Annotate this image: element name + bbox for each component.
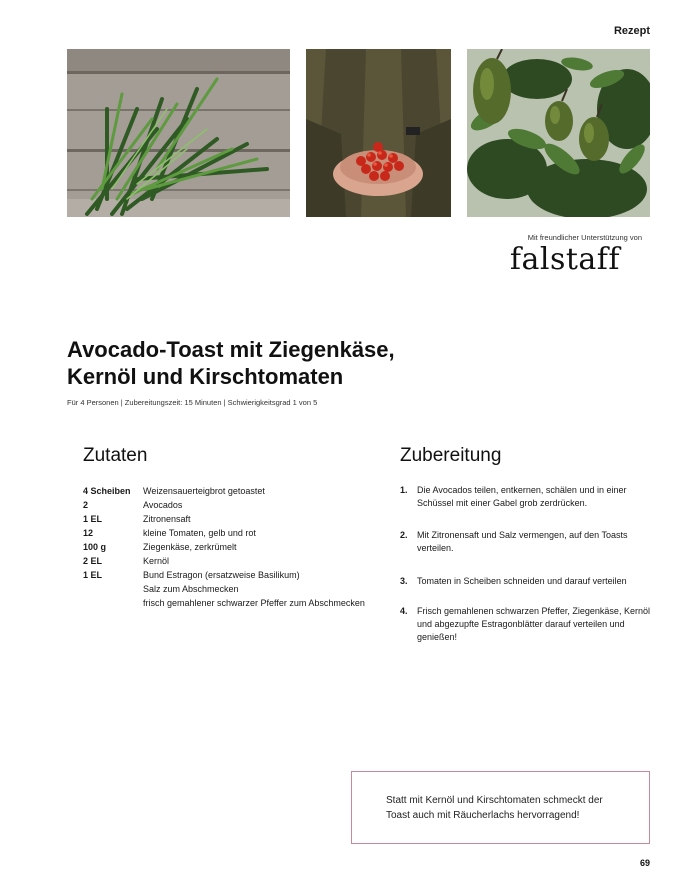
ingredient-row xyxy=(83,554,393,568)
step-number: 4. xyxy=(400,606,408,616)
preparation-step xyxy=(400,575,650,588)
ingredient-row xyxy=(83,484,393,498)
recipe-title-line-2: Kernöl und Kirschtomaten xyxy=(67,364,344,389)
tip-text: Statt mit Kernöl und Kirschtomaten schmeckt der Toast auch mit Räucherlachs hervorragend! xyxy=(386,795,603,821)
ingredient-quantity: 100 g xyxy=(83,542,107,552)
ingredient-name: Salz zum Abschmecken xyxy=(143,584,239,594)
preparation-step xyxy=(400,605,650,644)
ingredient-name: Ziegenkäse, zerkrümelt xyxy=(143,542,237,552)
ingredient-row xyxy=(83,568,393,582)
step-number: 2. xyxy=(400,530,408,540)
ingredient-name: Weizensauerteigbrot getoastet xyxy=(143,486,265,496)
ingredient-row xyxy=(83,540,393,554)
step-text: Mit Zitronensaft und Salz vermengen, auf den Toasts verteilen. xyxy=(417,530,628,553)
ingredient-quantity xyxy=(83,596,143,610)
recipe-title-line-1: Avocado-Toast mit Ziegenkäse, xyxy=(67,337,395,362)
step-text: Die Avocados teilen, entkernen, schälen und in einer Schüssel mit einer Gabel grob zerdrücken. xyxy=(417,485,627,508)
ingredients-heading: Zutaten xyxy=(83,445,148,466)
ingredient-name: frisch gemahlener schwarzer Pfeffer zum Abschmecken xyxy=(143,598,365,608)
ingredient-name: Avocados xyxy=(143,500,183,510)
step-text: Tomaten in Scheiben schneiden und darauf verteilen xyxy=(417,576,627,586)
ingredient-row xyxy=(83,526,393,540)
preparation-step xyxy=(400,484,650,510)
ingredient-quantity: 1 EL xyxy=(83,570,103,580)
ingredient-name: kleine Tomaten, gelb und rot xyxy=(143,528,256,538)
ingredient-row xyxy=(83,512,393,526)
step-number: 1. xyxy=(400,485,408,495)
ingredient-quantity: 4 Scheiben xyxy=(83,486,131,496)
falstaff-logo: falstaff xyxy=(509,242,620,277)
ingredient-row xyxy=(83,498,393,512)
preparation-step xyxy=(400,529,650,555)
estragon-bundle-photo xyxy=(67,49,290,217)
recipe-meta: Für 4 Personen | Zubereitungszeit: 15 Minuten | Schwierigkeitsgrad 1 von 5 xyxy=(67,398,318,407)
hands-cherry-tomatoes-photo xyxy=(306,49,451,217)
preparation-heading: Zubereitung xyxy=(400,445,502,466)
sponsor-caption: Mit freundlicher Unterstützung von xyxy=(527,233,642,242)
avocado-tree-photo xyxy=(467,49,650,217)
ingredient-quantity: 2 EL xyxy=(83,556,103,566)
ingredient-name: Zitronensaft xyxy=(143,514,191,524)
tip-box xyxy=(351,771,650,844)
recipe-title xyxy=(67,336,587,390)
ingredient-name: Kernöl xyxy=(143,556,170,566)
ingredients-list xyxy=(83,484,393,610)
step-number: 3. xyxy=(400,576,408,586)
page-number: 69 xyxy=(639,858,650,868)
section-label: Rezept xyxy=(613,25,650,37)
ingredient-name: Bund Estragon (ersatzweise Basilikum) xyxy=(143,570,300,580)
step-text: Frisch gemahlenen schwarzen Pfeffer, Ziegenkäse, Kernöl und abgezupfte Estragonblätter darauf verteilen und genießen! xyxy=(417,606,650,642)
ingredient-quantity xyxy=(83,582,143,596)
ingredient-row xyxy=(83,596,393,610)
ingredient-quantity: 12 xyxy=(83,528,94,538)
ingredient-quantity: 2 xyxy=(83,500,89,510)
ingredient-row xyxy=(83,582,393,596)
ingredient-quantity: 1 EL xyxy=(83,514,103,524)
